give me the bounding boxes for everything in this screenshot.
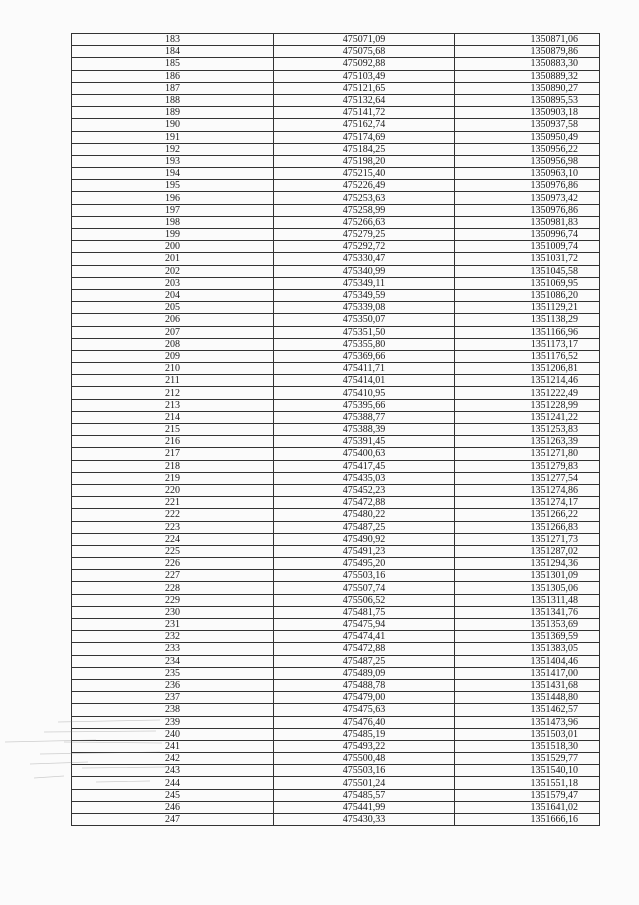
x-coordinate-cell: 475481,75: [274, 606, 455, 618]
point-number-cell: 206: [72, 314, 274, 326]
table-row: [72, 497, 600, 509]
table-row: [72, 180, 600, 192]
table-row: [72, 58, 600, 70]
table-row: [72, 241, 600, 253]
point-number-cell: 194: [72, 168, 274, 180]
table-row: [72, 521, 600, 533]
table-row: [72, 655, 600, 667]
y-coordinate-cell: 1351279,83: [455, 460, 600, 472]
y-coordinate-cell: 1350956,22: [455, 143, 600, 155]
table-row: [72, 363, 600, 375]
x-coordinate-cell: 475092,88: [274, 58, 455, 70]
table-row: [72, 777, 600, 789]
x-coordinate-cell: 475506,52: [274, 594, 455, 606]
x-coordinate-cell: 475141,72: [274, 107, 455, 119]
point-number-cell: 209: [72, 350, 274, 362]
point-number-cell: 245: [72, 789, 274, 801]
y-coordinate-cell: 1351271,80: [455, 448, 600, 460]
x-coordinate-cell: 475411,71: [274, 363, 455, 375]
x-coordinate-cell: 475503,16: [274, 765, 455, 777]
y-coordinate-cell: 1351301,09: [455, 570, 600, 582]
point-number-cell: 235: [72, 667, 274, 679]
point-number-cell: 225: [72, 545, 274, 557]
x-coordinate-cell: 475475,94: [274, 619, 455, 631]
y-coordinate-cell: 1351253,83: [455, 424, 600, 436]
table-row: [72, 765, 600, 777]
y-coordinate-cell: 1351551,18: [455, 777, 600, 789]
table-row: [72, 70, 600, 82]
x-coordinate-cell: 475452,23: [274, 484, 455, 496]
table-row: [72, 204, 600, 216]
x-coordinate-cell: 475487,25: [274, 655, 455, 667]
table-row: [72, 814, 600, 826]
x-coordinate-cell: 475226,49: [274, 180, 455, 192]
point-number-cell: 187: [72, 82, 274, 94]
point-number-cell: 218: [72, 460, 274, 472]
table-row: [72, 253, 600, 265]
x-coordinate-cell: 475266,63: [274, 216, 455, 228]
x-coordinate-cell: 475075,68: [274, 46, 455, 58]
x-coordinate-cell: 475475,63: [274, 704, 455, 716]
x-coordinate-cell: 475489,09: [274, 667, 455, 679]
y-coordinate-cell: 1351294,36: [455, 558, 600, 570]
table-row: [72, 545, 600, 557]
point-number-cell: 202: [72, 265, 274, 277]
table-row: [72, 472, 600, 484]
x-coordinate-cell: 475103,49: [274, 70, 455, 82]
x-coordinate-cell: 475351,50: [274, 326, 455, 338]
y-coordinate-cell: 1351206,81: [455, 363, 600, 375]
point-number-cell: 212: [72, 387, 274, 399]
table-row: [72, 277, 600, 289]
x-coordinate-cell: 475071,09: [274, 34, 455, 46]
x-coordinate-cell: 475441,99: [274, 801, 455, 813]
point-number-cell: 244: [72, 777, 274, 789]
table-row: [72, 289, 600, 301]
y-coordinate-cell: 1351417,00: [455, 667, 600, 679]
y-coordinate-cell: 1351369,59: [455, 631, 600, 643]
point-number-cell: 232: [72, 631, 274, 643]
table-row: [72, 107, 600, 119]
y-coordinate-cell: 1351274,17: [455, 497, 600, 509]
table-row: [72, 460, 600, 472]
point-number-cell: 191: [72, 131, 274, 143]
y-coordinate-cell: 1351641,02: [455, 801, 600, 813]
y-coordinate-cell: 1351277,54: [455, 472, 600, 484]
y-coordinate-cell: 1351353,69: [455, 619, 600, 631]
table-row: [72, 606, 600, 618]
table-row: [72, 789, 600, 801]
y-coordinate-cell: 1351383,05: [455, 643, 600, 655]
table-row: [72, 582, 600, 594]
y-coordinate-cell: 1351214,46: [455, 375, 600, 387]
y-coordinate-cell: 1351473,96: [455, 716, 600, 728]
table-row: [72, 667, 600, 679]
y-coordinate-cell: 1351031,72: [455, 253, 600, 265]
x-coordinate-cell: 475339,08: [274, 302, 455, 314]
y-coordinate-cell: 1351579,47: [455, 789, 600, 801]
point-number-cell: 216: [72, 436, 274, 448]
y-coordinate-cell: 1351266,22: [455, 509, 600, 521]
y-coordinate-cell: 1350973,42: [455, 192, 600, 204]
point-number-cell: 198: [72, 216, 274, 228]
point-number-cell: 207: [72, 326, 274, 338]
y-coordinate-cell: 1351341,76: [455, 606, 600, 618]
table-row: [72, 375, 600, 387]
y-coordinate-cell: 1351274,86: [455, 484, 600, 496]
y-coordinate-cell: 1350981,83: [455, 216, 600, 228]
point-number-cell: 229: [72, 594, 274, 606]
table-row: [72, 338, 600, 350]
point-number-cell: 219: [72, 472, 274, 484]
point-number-cell: 208: [72, 338, 274, 350]
x-coordinate-cell: 475472,88: [274, 497, 455, 509]
x-coordinate-cell: 475258,99: [274, 204, 455, 216]
table-row: [72, 631, 600, 643]
point-number-cell: 186: [72, 70, 274, 82]
x-coordinate-cell: 475414,01: [274, 375, 455, 387]
x-coordinate-cell: 475198,20: [274, 155, 455, 167]
x-coordinate-cell: 475369,66: [274, 350, 455, 362]
y-coordinate-cell: 1351540,10: [455, 765, 600, 777]
table-row: [72, 314, 600, 326]
x-coordinate-cell: 475507,74: [274, 582, 455, 594]
y-coordinate-cell: 1350879,86: [455, 46, 600, 58]
point-number-cell: 236: [72, 679, 274, 691]
y-coordinate-cell: 1351228,99: [455, 399, 600, 411]
point-number-cell: 246: [72, 801, 274, 813]
y-coordinate-cell: 1351086,20: [455, 289, 600, 301]
x-coordinate-cell: 475391,45: [274, 436, 455, 448]
table-row: [72, 533, 600, 545]
y-coordinate-cell: 1351173,17: [455, 338, 600, 350]
table-row: [72, 704, 600, 716]
y-coordinate-cell: 1351045,58: [455, 265, 600, 277]
y-coordinate-cell: 1351448,80: [455, 692, 600, 704]
point-number-cell: 240: [72, 728, 274, 740]
point-number-cell: 199: [72, 229, 274, 241]
x-coordinate-cell: 475488,78: [274, 679, 455, 691]
y-coordinate-cell: 1351503,01: [455, 728, 600, 740]
y-coordinate-cell: 1351404,46: [455, 655, 600, 667]
x-coordinate-cell: 475480,22: [274, 509, 455, 521]
point-number-cell: 200: [72, 241, 274, 253]
point-number-cell: 239: [72, 716, 274, 728]
point-number-cell: 242: [72, 753, 274, 765]
x-coordinate-cell: 475493,22: [274, 740, 455, 752]
table-row: [72, 265, 600, 277]
x-coordinate-cell: 475485,19: [274, 728, 455, 740]
point-number-cell: 184: [72, 46, 274, 58]
y-coordinate-cell: 1351529,77: [455, 753, 600, 765]
y-coordinate-cell: 1351222,49: [455, 387, 600, 399]
point-number-cell: 204: [72, 289, 274, 301]
point-number-cell: 214: [72, 411, 274, 423]
y-coordinate-cell: 1350883,30: [455, 58, 600, 70]
table-row: [72, 570, 600, 582]
point-number-cell: 189: [72, 107, 274, 119]
table-row: [72, 155, 600, 167]
y-coordinate-cell: 1351311,48: [455, 594, 600, 606]
table-row: [72, 229, 600, 241]
table-row: [72, 34, 600, 46]
point-number-cell: 185: [72, 58, 274, 70]
table-row: [72, 509, 600, 521]
point-number-cell: 221: [72, 497, 274, 509]
table-row: [72, 216, 600, 228]
table-row: [72, 143, 600, 155]
x-coordinate-cell: 475395,66: [274, 399, 455, 411]
x-coordinate-cell: 475388,39: [274, 424, 455, 436]
table-row: [72, 168, 600, 180]
x-coordinate-cell: 475503,16: [274, 570, 455, 582]
table-row: [72, 387, 600, 399]
table-row: [72, 436, 600, 448]
y-coordinate-cell: 1351009,74: [455, 241, 600, 253]
y-coordinate-cell: 1351666,16: [455, 814, 600, 826]
table-row: [72, 619, 600, 631]
point-number-cell: 188: [72, 94, 274, 106]
point-number-cell: 230: [72, 606, 274, 618]
point-number-cell: 247: [72, 814, 274, 826]
y-coordinate-cell: 1350889,32: [455, 70, 600, 82]
point-number-cell: 190: [72, 119, 274, 131]
y-coordinate-cell: 1350976,86: [455, 204, 600, 216]
table-row: [72, 82, 600, 94]
point-number-cell: 211: [72, 375, 274, 387]
table-row: [72, 399, 600, 411]
table-row: [72, 46, 600, 58]
table-row: [72, 326, 600, 338]
y-coordinate-cell: 1351431,68: [455, 679, 600, 691]
x-coordinate-cell: 475174,69: [274, 131, 455, 143]
x-coordinate-cell: 475330,47: [274, 253, 455, 265]
y-coordinate-cell: 1350895,53: [455, 94, 600, 106]
point-number-cell: 223: [72, 521, 274, 533]
table-row: [72, 131, 600, 143]
x-coordinate-cell: 475349,59: [274, 289, 455, 301]
table-row: [72, 740, 600, 752]
point-number-cell: 203: [72, 277, 274, 289]
x-coordinate-cell: 475491,23: [274, 545, 455, 557]
y-coordinate-cell: 1351518,30: [455, 740, 600, 752]
x-coordinate-cell: 475132,64: [274, 94, 455, 106]
table-row: [72, 753, 600, 765]
y-coordinate-cell: 1350871,06: [455, 34, 600, 46]
x-coordinate-cell: 475479,00: [274, 692, 455, 704]
point-number-cell: 213: [72, 399, 274, 411]
x-coordinate-cell: 475253,63: [274, 192, 455, 204]
x-coordinate-cell: 475495,20: [274, 558, 455, 570]
table-row: [72, 411, 600, 423]
x-coordinate-cell: 475430,33: [274, 814, 455, 826]
y-coordinate-cell: 1350996,74: [455, 229, 600, 241]
x-coordinate-cell: 475350,07: [274, 314, 455, 326]
table-row: [72, 558, 600, 570]
y-coordinate-cell: 1351287,02: [455, 545, 600, 557]
table-row: [72, 679, 600, 691]
point-number-cell: 205: [72, 302, 274, 314]
x-coordinate-cell: 475340,99: [274, 265, 455, 277]
x-coordinate-cell: 475292,72: [274, 241, 455, 253]
y-coordinate-cell: 1351069,95: [455, 277, 600, 289]
y-coordinate-cell: 1351138,29: [455, 314, 600, 326]
x-coordinate-cell: 475472,88: [274, 643, 455, 655]
table-row: [72, 192, 600, 204]
point-number-cell: 220: [72, 484, 274, 496]
coordinates-table-body: [72, 34, 600, 826]
x-coordinate-cell: 475400,63: [274, 448, 455, 460]
point-number-cell: 227: [72, 570, 274, 582]
y-coordinate-cell: 1351266,83: [455, 521, 600, 533]
y-coordinate-cell: 1350890,27: [455, 82, 600, 94]
y-coordinate-cell: 1350963,10: [455, 168, 600, 180]
table-row: [72, 424, 600, 436]
x-coordinate-cell: 475474,41: [274, 631, 455, 643]
table-row: [72, 594, 600, 606]
point-number-cell: 192: [72, 143, 274, 155]
x-coordinate-cell: 475417,45: [274, 460, 455, 472]
point-number-cell: 243: [72, 765, 274, 777]
point-number-cell: 201: [72, 253, 274, 265]
x-coordinate-cell: 475500,48: [274, 753, 455, 765]
y-coordinate-cell: 1350903,18: [455, 107, 600, 119]
point-number-cell: 233: [72, 643, 274, 655]
y-coordinate-cell: 1351166,96: [455, 326, 600, 338]
point-number-cell: 222: [72, 509, 274, 521]
table-row: [72, 302, 600, 314]
table-row: [72, 484, 600, 496]
point-number-cell: 238: [72, 704, 274, 716]
x-coordinate-cell: 475476,40: [274, 716, 455, 728]
y-coordinate-cell: 1350937,58: [455, 119, 600, 131]
table-row: [72, 692, 600, 704]
table-row: [72, 350, 600, 362]
x-coordinate-cell: 475410,95: [274, 387, 455, 399]
x-coordinate-cell: 475355,80: [274, 338, 455, 350]
point-number-cell: 183: [72, 34, 274, 46]
table-row: [72, 119, 600, 131]
y-coordinate-cell: 1350950,49: [455, 131, 600, 143]
x-coordinate-cell: 475490,92: [274, 533, 455, 545]
point-number-cell: 224: [72, 533, 274, 545]
x-coordinate-cell: 475485,57: [274, 789, 455, 801]
y-coordinate-cell: 1351305,06: [455, 582, 600, 594]
y-coordinate-cell: 1351462,57: [455, 704, 600, 716]
point-number-cell: 197: [72, 204, 274, 216]
x-coordinate-cell: 475184,25: [274, 143, 455, 155]
table-row: [72, 716, 600, 728]
point-number-cell: 228: [72, 582, 274, 594]
point-number-cell: 231: [72, 619, 274, 631]
table-row: [72, 643, 600, 655]
point-number-cell: 193: [72, 155, 274, 167]
coordinates-table: [71, 33, 600, 826]
y-coordinate-cell: 1350976,86: [455, 180, 600, 192]
y-coordinate-cell: 1351271,73: [455, 533, 600, 545]
y-coordinate-cell: 1351129,21: [455, 302, 600, 314]
x-coordinate-cell: 475388,77: [274, 411, 455, 423]
point-number-cell: 241: [72, 740, 274, 752]
x-coordinate-cell: 475349,11: [274, 277, 455, 289]
table-row: [72, 801, 600, 813]
x-coordinate-cell: 475279,25: [274, 229, 455, 241]
table-row: [72, 94, 600, 106]
point-number-cell: 226: [72, 558, 274, 570]
point-number-cell: 237: [72, 692, 274, 704]
y-coordinate-cell: 1350956,98: [455, 155, 600, 167]
point-number-cell: 215: [72, 424, 274, 436]
table-row: [72, 728, 600, 740]
y-coordinate-cell: 1351241,22: [455, 411, 600, 423]
x-coordinate-cell: 475501,24: [274, 777, 455, 789]
x-coordinate-cell: 475215,40: [274, 168, 455, 180]
point-number-cell: 195: [72, 180, 274, 192]
y-coordinate-cell: 1351176,52: [455, 350, 600, 362]
x-coordinate-cell: 475435,03: [274, 472, 455, 484]
x-coordinate-cell: 475487,25: [274, 521, 455, 533]
point-number-cell: 196: [72, 192, 274, 204]
table-row: [72, 448, 600, 460]
point-number-cell: 210: [72, 363, 274, 375]
x-coordinate-cell: 475121,65: [274, 82, 455, 94]
x-coordinate-cell: 475162,74: [274, 119, 455, 131]
point-number-cell: 234: [72, 655, 274, 667]
y-coordinate-cell: 1351263,39: [455, 436, 600, 448]
point-number-cell: 217: [72, 448, 274, 460]
